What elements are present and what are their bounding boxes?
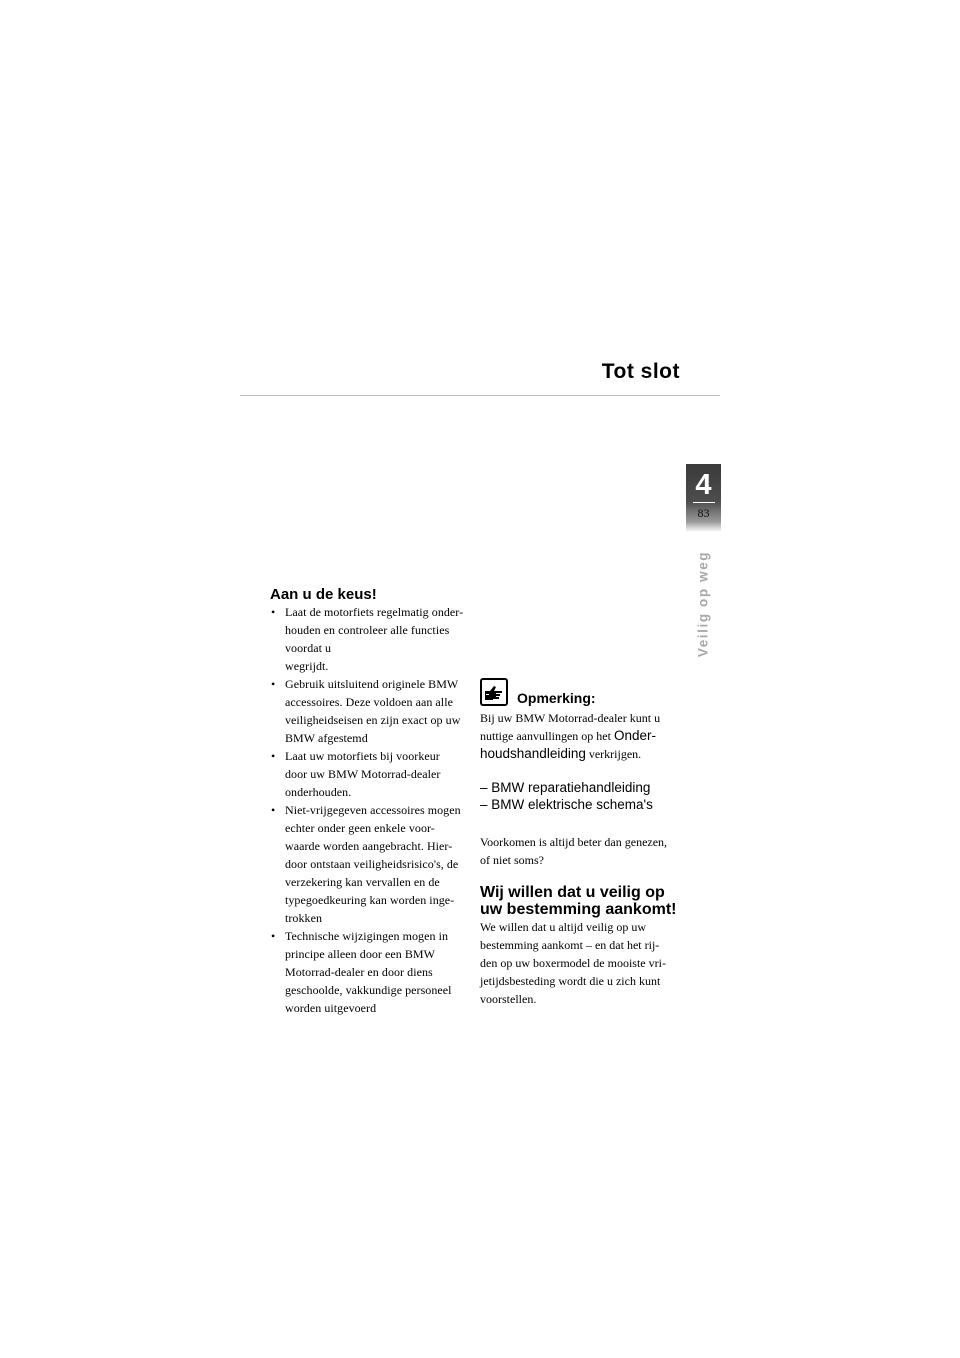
note-hand-icon xyxy=(480,678,508,706)
chapter-number: 4 xyxy=(695,469,712,501)
prevention-text: Voorkomen is altijd beter dan genezen, of niet soms? xyxy=(480,835,668,867)
advice-list xyxy=(270,603,480,1017)
chapter-tab xyxy=(686,464,721,532)
manual-list-item: – BMW reparatiehandleiding xyxy=(480,780,651,795)
page-number: 83 xyxy=(697,506,710,520)
section-heading-choice: Aan u de keus! xyxy=(270,586,377,603)
list-item: • Laat uw motorfiets bij voorkeur door uw BMW Motorrad-dealer onderhouden. xyxy=(270,747,480,801)
note-title: Opmerking: xyxy=(517,690,596,706)
list-item: • Niet-vrijgegeven accessoires mogen echter onder geen enkele voor- waarde worden aangebracht. Hier- door ontstaan veiligheidsrisico's, de verzekering kan vervallen en de typegoedkeuring kan worden inge- trokken xyxy=(270,801,480,927)
note-header xyxy=(480,676,690,706)
header-divider xyxy=(240,395,720,396)
closing-text: We willen dat u altijd veilig op uw bestemming aankomt – en dat het rij- den op uw boxermodel de mooiste vri- jetijdsbesteding wordt die u zich kunt voorstellen. xyxy=(480,920,666,1006)
page-title: Tot slot xyxy=(601,360,680,383)
chapter-side-label: Veilig op weg xyxy=(695,550,711,658)
chapter-divider xyxy=(693,502,715,503)
list-item: • Laat de motorfiets regelmatig onder- houden en controleer alle functies voordat u wegrijdt. xyxy=(270,603,480,675)
list-item: • Gebruik uitsluitend originele BMW accessoires. Deze voldoen aan alle veiligheidseisen en zijn exact op uw BMW afgestemd xyxy=(270,675,480,747)
left-column xyxy=(270,587,480,1017)
manual-list-item: – BMW elektrische schema's xyxy=(480,797,653,812)
section-heading-safe-arrival: Wij willen dat u veilig op uw bestemming aankomt! xyxy=(480,884,677,918)
right-column xyxy=(480,676,690,1008)
note-text: Bij uw BMW Motorrad-dealer kunt u nuttige aanvullingen op het Onder- houdshandleiding verkrijgen. xyxy=(480,711,661,761)
list-item: • Technische wijzigingen mogen in principe alleen door een BMW Motorrad-dealer en door diens geschoolde, vakkundige personeel worden uitgevoerd xyxy=(270,927,480,1017)
